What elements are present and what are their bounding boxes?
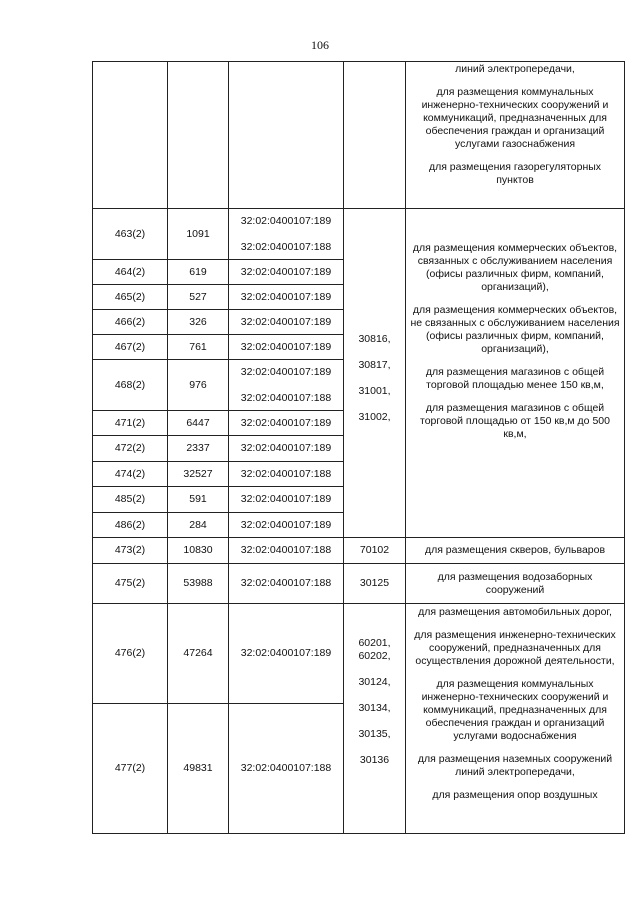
cell-codes — [344, 209, 406, 538]
use-code: 60201, 60202, — [358, 637, 391, 662]
cell-cadastral: 32:02:0400107:188 — [229, 704, 344, 834]
purpose-text: для размещения опор воздушных — [432, 789, 598, 801]
cell-num: 476(2) — [93, 604, 168, 704]
cell-cadastral: 32:02:0400107:188 — [229, 564, 344, 604]
cell-area: 47264 — [168, 604, 229, 704]
cell-cadastral — [229, 62, 344, 209]
cell-area: 10830 — [168, 538, 229, 564]
purpose-text: для размещения коммунальных инженерно-технических сооружений и коммуникаций, предназначенных для обеспечения граждан и организаций услугами водоснабжения — [421, 678, 609, 742]
cell-area — [168, 62, 229, 209]
cell-cadastral: 32:02:0400107:189 — [229, 335, 344, 360]
table-row — [93, 538, 625, 564]
cell-codes — [344, 604, 406, 834]
cell-area: 53988 — [168, 564, 229, 604]
cell-num: 463(2) — [93, 209, 168, 260]
cell-num: 474(2) — [93, 462, 168, 487]
cadastral-number: 32:02:0400107:189 — [240, 214, 332, 227]
table-row — [93, 209, 625, 260]
purpose-text: для размещения магазинов с общей торговой площадью менее 150 кв,м, — [425, 366, 605, 391]
cell-num: 468(2) — [93, 360, 168, 411]
cell-cadastral: 32:02:0400107:189 — [229, 260, 344, 285]
cell-area: 1091 — [168, 209, 229, 260]
cell-area: 619 — [168, 260, 229, 285]
cell-area: 527 — [168, 285, 229, 310]
land-use-table — [92, 61, 625, 834]
cell-num — [93, 62, 168, 209]
page-number: 106 — [311, 38, 329, 52]
cell-cadastral: 32:02:0400107:188 — [229, 538, 344, 564]
table-row — [93, 564, 625, 604]
cell-num: 477(2) — [93, 704, 168, 834]
cell-area: 2337 — [168, 436, 229, 462]
cell-purpose: для размещения скверов, бульваров — [406, 538, 625, 564]
cell-area: 591 — [168, 487, 229, 513]
use-code: 31001, — [358, 384, 391, 397]
use-code: 30136 — [359, 754, 390, 766]
cell-area: 761 — [168, 335, 229, 360]
cell-area: 326 — [168, 310, 229, 335]
table-row — [93, 604, 625, 704]
cell-cadastral — [229, 360, 344, 411]
cell-cadastral: 32:02:0400107:189 — [229, 487, 344, 513]
cell-num: 486(2) — [93, 513, 168, 538]
purpose-text: для размещения газорегуляторных пунктов — [428, 161, 602, 186]
cell-num: 485(2) — [93, 487, 168, 513]
cell-cadastral: 32:02:0400107:189 — [229, 411, 344, 436]
cell-num: 465(2) — [93, 285, 168, 310]
use-code: 30124, — [358, 676, 391, 688]
cell-num: 475(2) — [93, 564, 168, 604]
cell-purpose — [406, 604, 625, 834]
use-code: 30817, — [358, 358, 391, 371]
cell-codes: 30125 — [344, 564, 406, 604]
purpose-text: для размещения коммерческих объектов, не связанных с обслуживанием населения (офисы различных фирм, компаний, организаций), — [410, 304, 620, 355]
cell-cadastral — [229, 209, 344, 260]
cadastral-number: 32:02:0400107:188 — [240, 240, 332, 253]
cell-num: 466(2) — [93, 310, 168, 335]
cell-purpose — [406, 62, 625, 209]
purpose-text: для размещения автомобильных дорог, — [418, 606, 612, 618]
purpose-text: для размещения инженерно-технических сооружений, предназначенных для осуществления дорожной деятельности, — [414, 629, 616, 667]
cell-cadastral: 32:02:0400107:188 — [229, 462, 344, 487]
cell-area: 284 — [168, 513, 229, 538]
cell-cadastral: 32:02:0400107:189 — [229, 436, 344, 462]
use-code: 30135, — [358, 728, 391, 740]
cell-num: 473(2) — [93, 538, 168, 564]
cell-cadastral: 32:02:0400107:189 — [229, 285, 344, 310]
purpose-text: для размещения коммерческих объектов, связанных с обслуживанием населения (офисы различных фирм, компаний, организаций), — [412, 242, 618, 293]
cell-area: 976 — [168, 360, 229, 411]
purpose-text: для размещения наземных сооружений линий электропередачи, — [417, 753, 613, 778]
cell-num: 472(2) — [93, 436, 168, 462]
cell-cadastral: 32:02:0400107:189 — [229, 310, 344, 335]
cell-area: 32527 — [168, 462, 229, 487]
cell-num: 464(2) — [93, 260, 168, 285]
cell-cadastral: 32:02:0400107:189 — [229, 513, 344, 538]
cell-purpose: для размещения водозаборных сооружений — [406, 564, 625, 604]
cadastral-number: 32:02:0400107:189 — [240, 365, 332, 378]
cadastral-number: 32:02:0400107:188 — [240, 391, 332, 404]
purpose-text: для размещения магазинов с общей торговой площадью от 150 кв,м до 500 кв,м, — [420, 402, 610, 440]
cell-num: 471(2) — [93, 411, 168, 436]
cell-purpose — [406, 209, 625, 538]
cell-area: 6447 — [168, 411, 229, 436]
purpose-text: линий электропередачи, — [455, 63, 575, 75]
cell-codes: 70102 — [344, 538, 406, 564]
purpose-text: для размещения коммунальных инженерно-технических сооружений и коммуникаций, предназначенных для обеспечения граждан и организаций услугами газоснабжения — [421, 86, 609, 150]
cell-num: 467(2) — [93, 335, 168, 360]
use-code: 30134, — [358, 702, 391, 714]
cell-cadastral: 32:02:0400107:189 — [229, 604, 344, 704]
table-row — [93, 62, 625, 209]
cell-area: 49831 — [168, 704, 229, 834]
cell-codes — [344, 62, 406, 209]
use-code: 31002, — [358, 410, 391, 423]
use-code: 30816, — [358, 332, 391, 345]
